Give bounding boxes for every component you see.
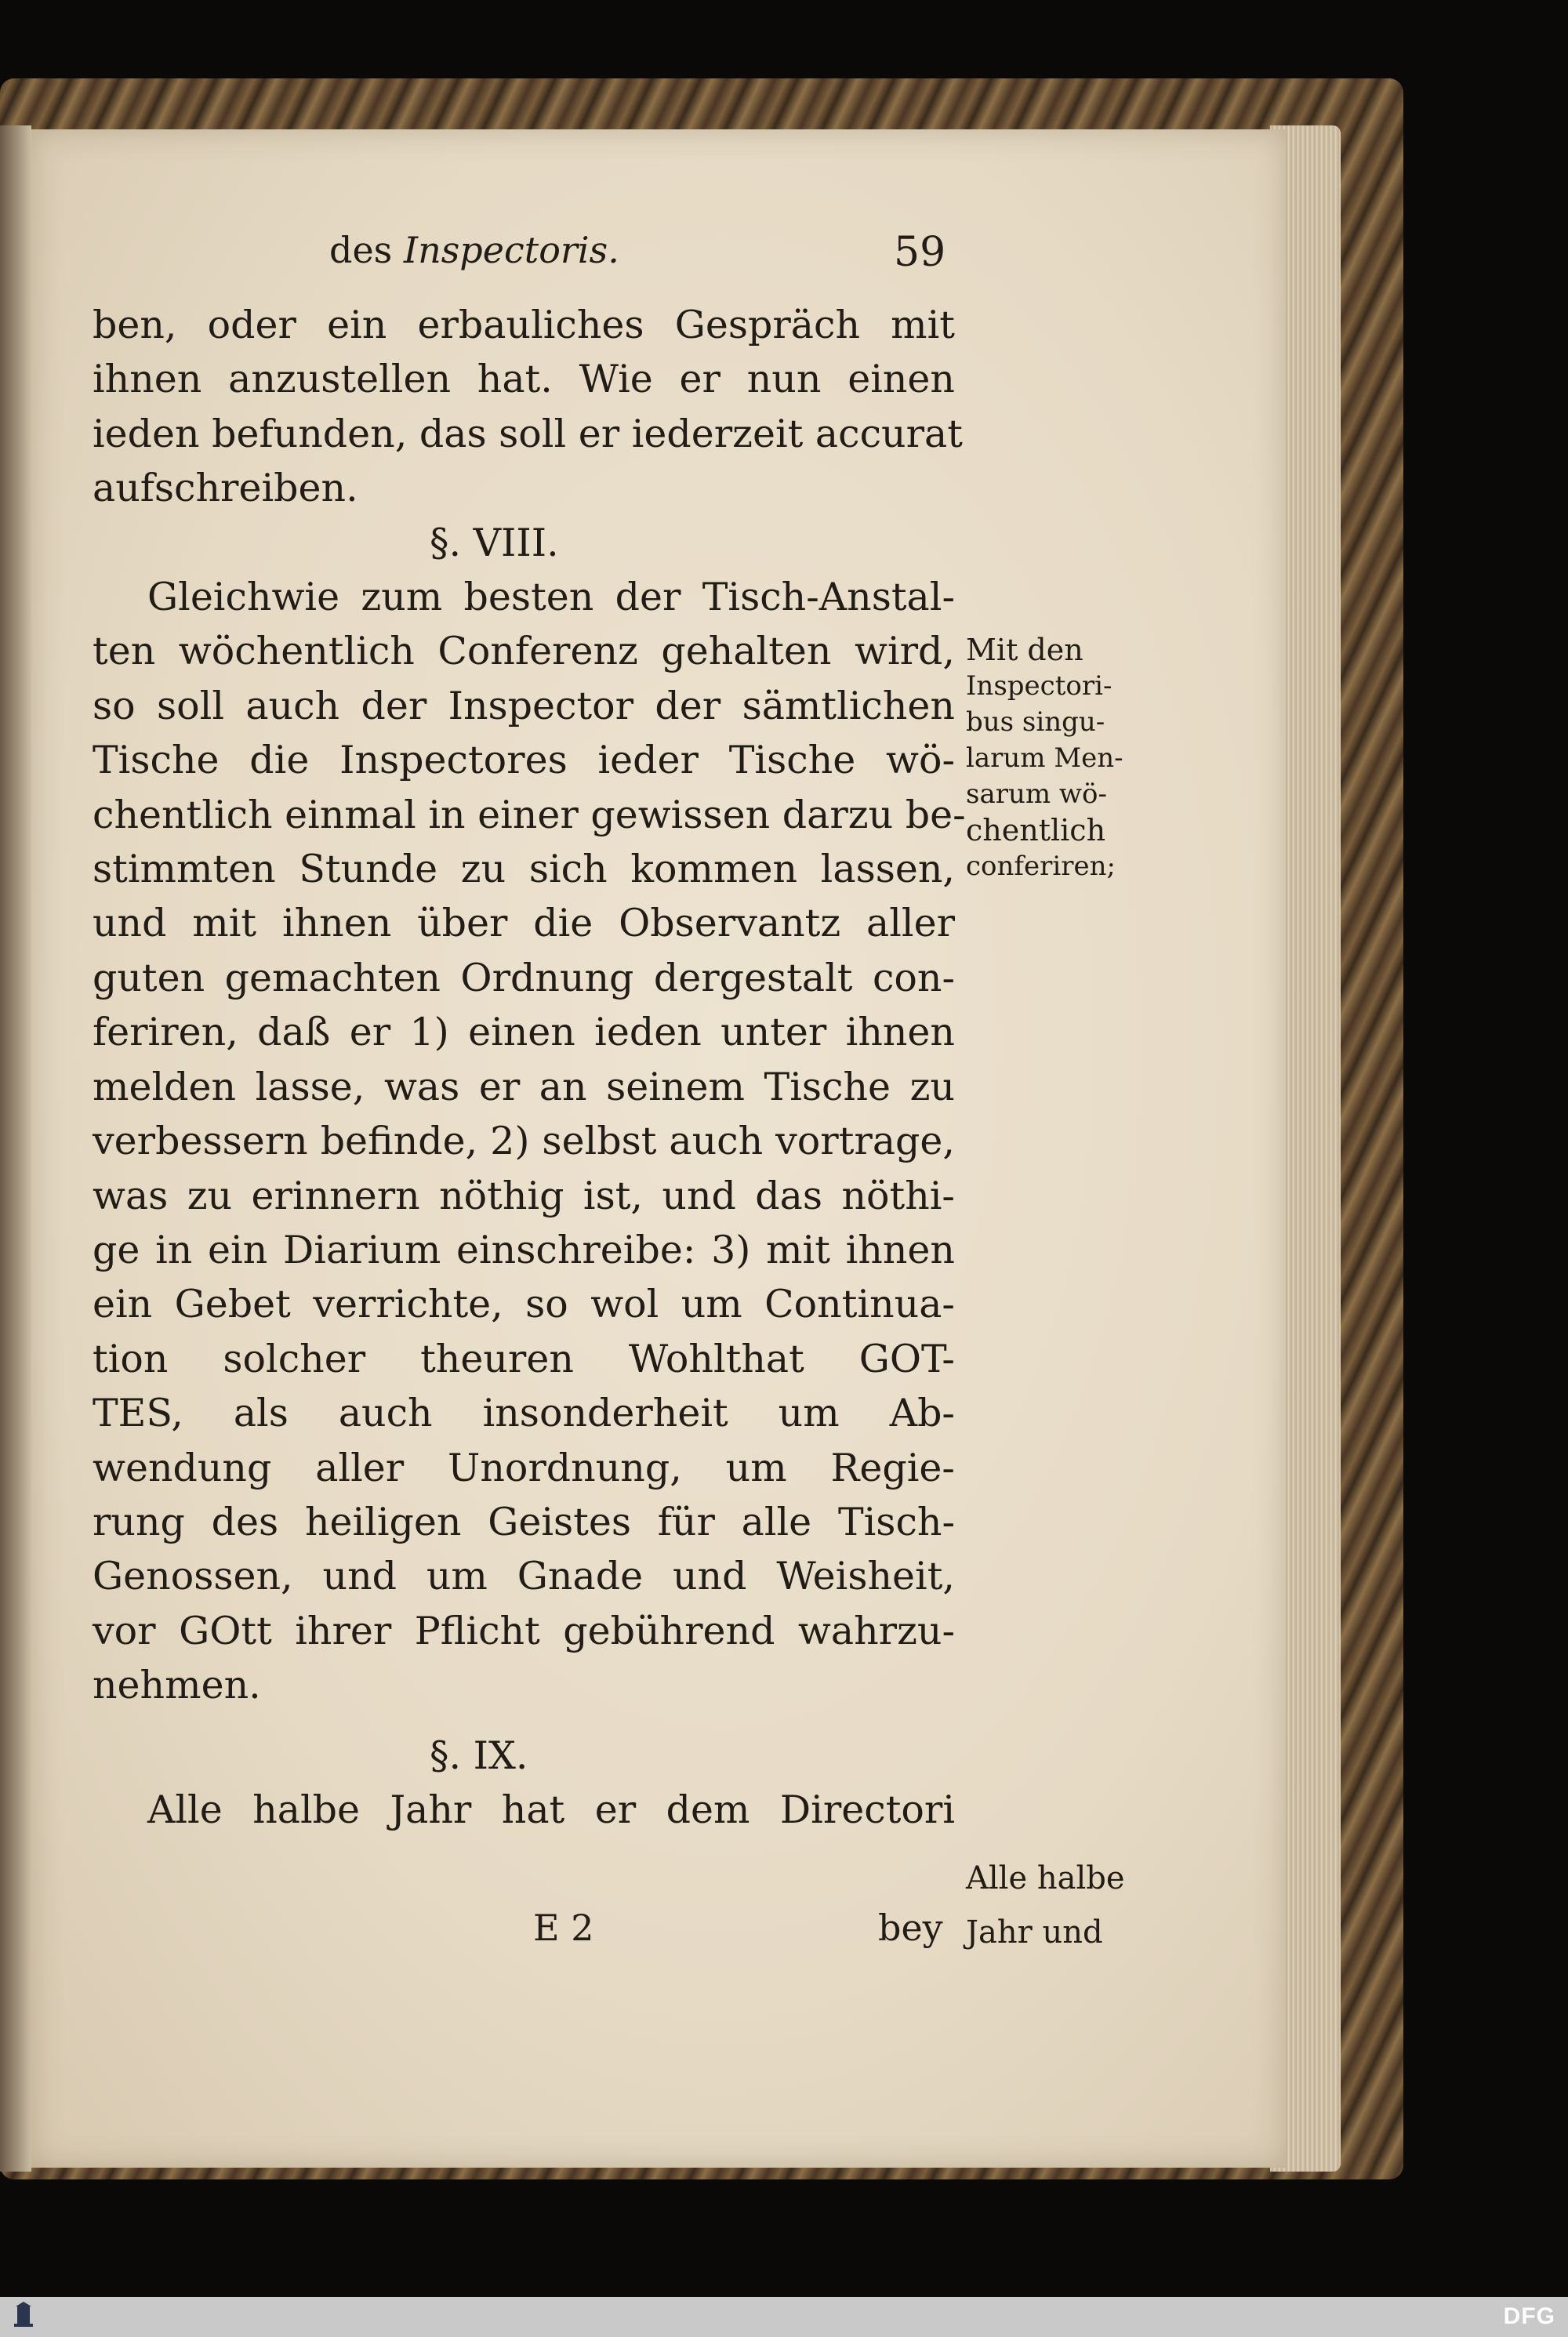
marginal-line: chentlich <box>966 813 1106 847</box>
text-line: TES, als auch insonderheit um Ab- <box>93 1391 955 1436</box>
main-text-block <box>93 298 966 1837</box>
text-line: wendung aller Unordnung, um Regie- <box>93 1445 955 1490</box>
text-line: was zu erinnern nöthig ist, und das nöthi- <box>93 1173 955 1218</box>
text-line: ein Gebet verrichte, so wol um Continua- <box>93 1282 955 1327</box>
text-line: ten wöchentlich Conferenz gehalten wird, <box>93 629 955 674</box>
text-line: vor GOtt ihrer Pflicht gebührend wahrzu- <box>93 1608 955 1653</box>
section-heading-9: §. IX. <box>430 1733 528 1778</box>
left-page-edge <box>0 125 31 2172</box>
marginal-line: sarum wö- <box>966 778 1107 810</box>
marginal-line: Inspectori- <box>966 670 1112 702</box>
text-line: Gleichwie zum besten der Tisch-Anstal- <box>147 575 955 620</box>
section-heading-8: §. VIII. <box>430 520 559 565</box>
signature-mark: E 2 <box>533 1907 594 1949</box>
text-line: so soll auch der Inspector der sämtlichen <box>93 683 955 728</box>
text-line: rung des heiligen Geistes für alle Tisch- <box>93 1499 955 1544</box>
text-line: verbessern befinde, 2) selbst auch vortrage, <box>93 1119 955 1164</box>
text-line: ge in ein Diarium einschreibe: 3) mit ihnen <box>93 1227 955 1272</box>
catchword: bey <box>878 1907 943 1949</box>
marginal-line: Alle halbe <box>966 1860 1125 1896</box>
page-number: 59 <box>894 229 946 276</box>
text-line: nehmen. <box>93 1663 261 1708</box>
text-line: Alle halbe Jahr hat er dem Directori <box>147 1787 955 1832</box>
text-line: ieden befunden, das soll er iederzeit accurat <box>93 411 963 456</box>
marginal-line: larum Men- <box>966 742 1123 774</box>
marginal-note-section-8 <box>966 632 1154 884</box>
text-line: stimmten Stunde zu sich kommen lassen, <box>93 847 955 892</box>
marginal-line: conferiren; <box>966 851 1116 882</box>
text-line: ihnen anzustellen hat. Wie er nun einen <box>93 357 955 402</box>
marginal-line: bus singu- <box>966 706 1105 738</box>
marginal-note-section-9 <box>966 1852 1154 1960</box>
library-logo-icon <box>8 2300 39 2332</box>
text-line: und mit ihnen über die Observantz aller <box>93 901 955 946</box>
text-line: chentlich einmal in einer gewissen darzu be- <box>93 792 966 837</box>
viewer-footer-bar <box>0 2297 1568 2337</box>
text-line: Genossen, und um Gnade und Weisheit, <box>93 1554 955 1599</box>
running-head: des Inspectoris. <box>329 229 619 271</box>
text-line: guten gemachten Ordnung dergestalt con- <box>93 955 955 1000</box>
text-line: melden lasse, was er an seinem Tische zu <box>93 1064 955 1109</box>
text-line: tion solcher theuren Wohlthat GOT- <box>93 1336 955 1381</box>
text-line: Tische die Inspectores ieder Tische wö- <box>93 738 955 783</box>
text-line: ben, oder ein erbauliches Gespräch mit <box>93 303 955 347</box>
marginal-line: Mit den <box>966 633 1083 667</box>
text-line: aufschreiben. <box>93 466 358 511</box>
marginal-line: Jahr und <box>966 1914 1103 1951</box>
dfg-logo: DFG <box>1503 2303 1555 2329</box>
text-line: feriren, daß er 1) einen ieden unter ihnen <box>93 1010 955 1055</box>
